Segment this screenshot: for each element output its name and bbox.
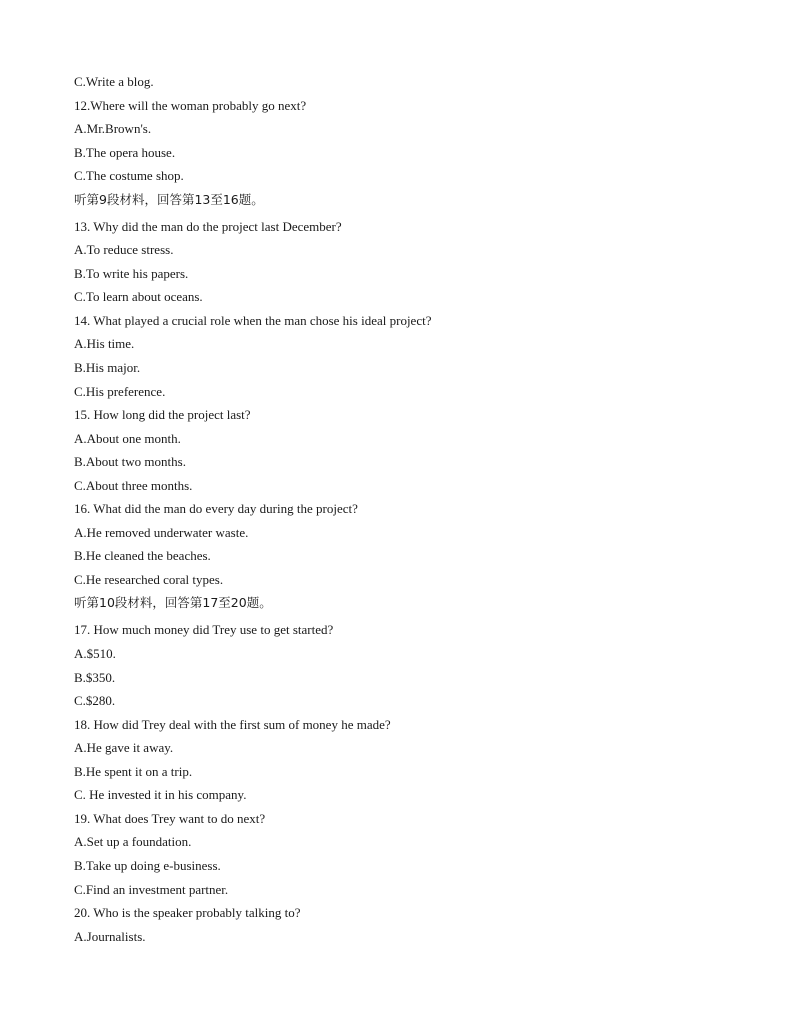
option-line: C.He researched coral types.	[74, 571, 224, 587]
option-line: C.About three months.	[74, 477, 193, 493]
option-line: C.The costume shop.	[74, 168, 184, 184]
option-line: B.He cleaned the beaches.	[74, 548, 211, 564]
option-line: A.Mr.Brown's.	[74, 121, 152, 137]
option-line: A.To reduce stress.	[74, 242, 174, 258]
option-line: B.About two months.	[74, 454, 186, 470]
option-line: A.Set up a foundation.	[74, 834, 192, 850]
question-line: 20. Who is the speaker probably talking to?	[74, 905, 301, 921]
section-instruction: 听第10段材料，回答第17至20题。	[74, 595, 272, 611]
option-line: C.To learn about oceans.	[74, 289, 203, 305]
option-line: C.His preference.	[74, 383, 166, 399]
option-line: A.He gave it away.	[74, 740, 174, 756]
option-line: C. He invested it in his company.	[74, 787, 247, 803]
option-line: A.$510.	[74, 646, 116, 662]
option-line: A.He removed underwater waste.	[74, 524, 249, 540]
option-line: B.He spent it on a trip.	[74, 763, 193, 779]
exam-text-lines	[74, 72, 754, 950]
question-line: 19. What does Trey want to do next?	[74, 810, 266, 826]
section-instruction: 听第9段材料，回答第13至16题。	[74, 191, 264, 207]
question-line: 14. What played a crucial role when the man chose his ideal project?	[74, 312, 432, 328]
option-line: A.His time.	[74, 336, 135, 352]
question-line: 16. What did the man do every day during the project?	[74, 501, 358, 517]
question-line: 12.Where will the woman probably go next?	[74, 97, 307, 113]
option-line: C.$280.	[74, 693, 116, 709]
option-line: A.About one month.	[74, 430, 181, 446]
question-line: 13. Why did the man do the project last December?	[74, 218, 342, 234]
option-line: A.Journalists.	[74, 928, 146, 944]
option-line: B.The opera house.	[74, 144, 176, 160]
question-line: 18. How did Trey deal with the first sum of money he made?	[74, 716, 391, 732]
option-line: B.Take up doing e-business.	[74, 857, 221, 873]
option-line: C.Write a blog.	[74, 74, 154, 89]
option-line: B.To write his papers.	[74, 265, 189, 281]
question-line: 15. How long did the project last?	[74, 407, 251, 423]
question-line: 17. How much money did Trey use to get started?	[74, 622, 334, 638]
option-line: B.$350.	[74, 669, 116, 685]
option-line: C.Find an investment partner.	[74, 881, 229, 897]
option-line: B.His major.	[74, 360, 141, 376]
